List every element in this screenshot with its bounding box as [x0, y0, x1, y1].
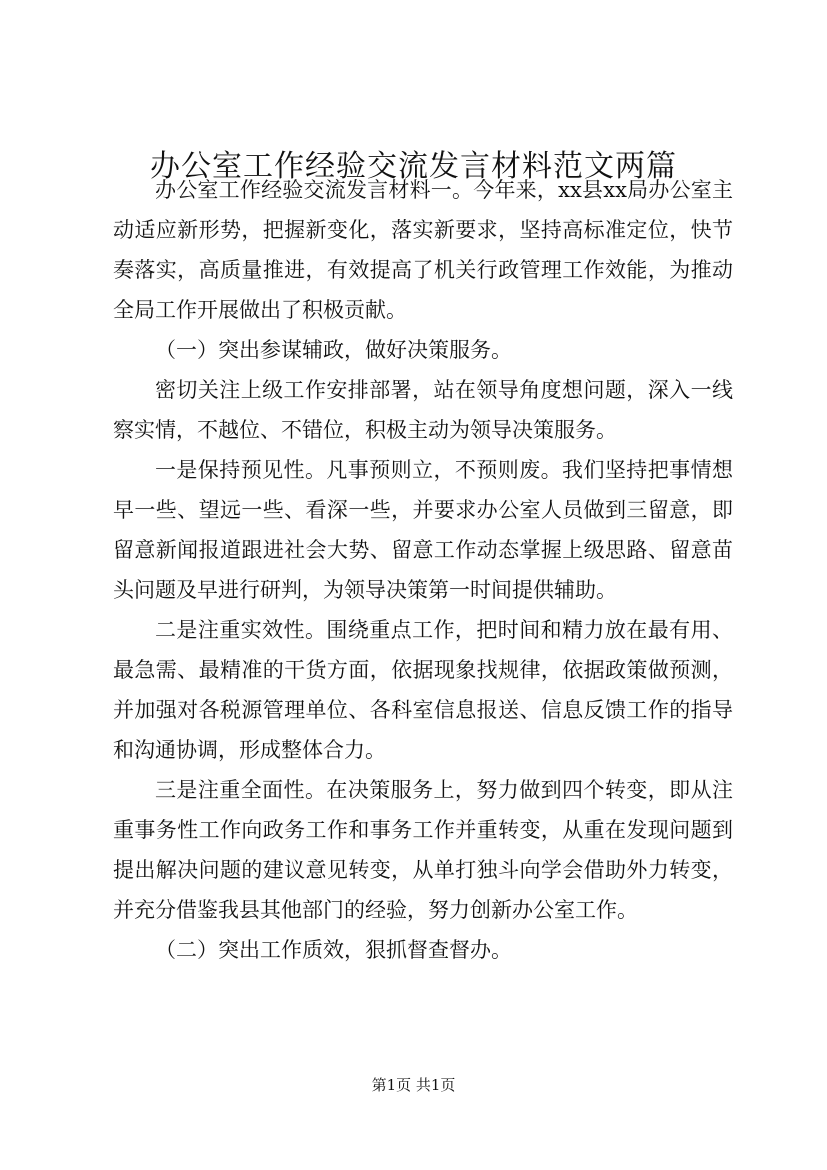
section-heading-1: （一）突出参谋辅政，做好决策服务。	[155, 338, 512, 362]
paragraph-intro: 办公室工作经验交流发言材料一。今年来，xx县xx局办公室主动适应新形势，把握新变化，落实新要求，坚持高标准定位，快节奏落实，高质量推进，有效提高了机关行政管理工作效能，为推动全局工作开展做出了积极贡献。	[113, 178, 733, 322]
page-footer: 第1页 共1页	[371, 1076, 456, 1094]
document-title: 办公室工作经验交流发言材料范文两篇	[150, 149, 677, 184]
paragraph-point-3: 三是注重全面性。在决策服务上，努力做到四个转变，即从注重事务性工作向政务工作和事务工作并重转变，从重在发现问题到提出解决问题的建议意见转变，从单打独斗向学会借助外力转变，并充分借鉴我县其他部门的经验，努力创新办公室工作。	[113, 778, 733, 922]
document-body	[113, 170, 733, 970]
paragraph-point-1: 一是保持预见性。凡事预则立，不预则废。我们坚持把事情想早一些、望远一些、看深一些，并要求办公室人员做到三留意，即留意新闻报道跟进社会大势、留意工作动态掌握上级思路、留意苗头问题及早进行研判，为领导决策第一时间提供辅助。	[113, 458, 733, 602]
paragraph-section-1-intro: 密切关注上级工作安排部署，站在领导角度想问题，深入一线察实情，不越位、不错位，积极主动为领导决策服务。	[113, 378, 733, 442]
section-heading-2: （二）突出工作质效，狠抓督查督办。	[155, 938, 512, 962]
paragraph-point-2: 二是注重实效性。围绕重点工作，把时间和精力放在最有用、最急需、最精准的干货方面，依据现象找规律，依据政策做预测，并加强对各税源管理单位、各科室信息报送、信息反馈工作的指导和沟通协调，形成整体合力。	[113, 618, 733, 762]
